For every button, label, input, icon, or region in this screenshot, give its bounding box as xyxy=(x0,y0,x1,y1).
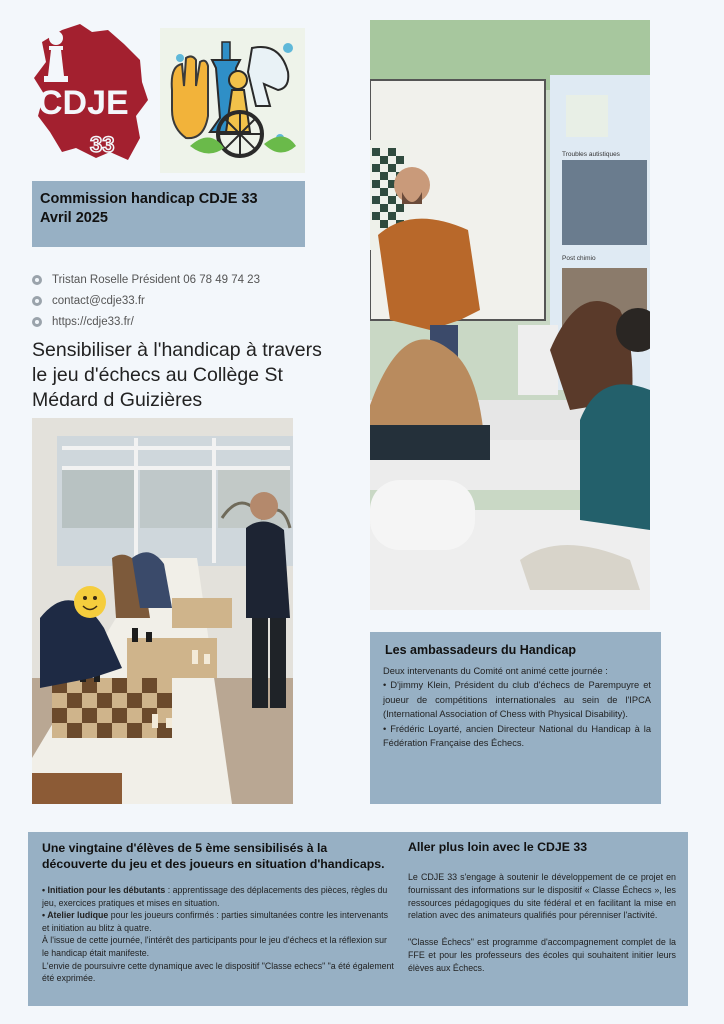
beginners-text: : apprentissage des déplacements des pièces, règles du jeu, exercices pratiques et mises en situation. xyxy=(42,885,388,908)
banner-label-chemo: Post chimio xyxy=(562,255,596,262)
handicap-chess-logo xyxy=(160,28,305,173)
commission-title: Commission handicap CDJE 33 xyxy=(40,191,258,207)
bottom-band xyxy=(28,832,688,1006)
cdje-logo-text: CDJE xyxy=(38,84,129,122)
students-section xyxy=(42,840,394,985)
classroom-photo xyxy=(370,20,650,610)
contact-website[interactable] xyxy=(32,316,134,328)
banner-label-autism: Troubles autistiques xyxy=(562,151,620,158)
ambassadors-box xyxy=(370,632,661,804)
contact-phone-text: Tristan Roselle Président 06 78 49 74 23 xyxy=(52,274,260,286)
ambassador-item-loyarte: • Frédéric Loyarté, ancien Directeur National du Handicap à la Fédération Française des Échecs. xyxy=(383,723,651,749)
beginners-label: • Initiation pour les débutants xyxy=(42,885,166,895)
outcome-paragraph: À l'issue de cette journée, l'intérêt des participants pour le jeu d'échecs et la réflexion sur le handicap était manifeste. xyxy=(42,935,387,958)
further-paragraph-1: Le CDJE 33 s'engage à soutenir le développement de ce projet en fournissant des informations sur le dispositif « Classe Échecs », les ressources pédagogiques du site fédéral et en facilitant la mise en relation avec des animateurs qualifiés pour pérenniser l'activité. xyxy=(408,872,676,921)
contact-email-text[interactable]: contact@cdje33.fr xyxy=(52,295,145,307)
cdje-logo xyxy=(32,20,150,162)
contact-phone xyxy=(32,274,260,286)
ambassadors-intro: Deux intervenants du Comité ont animé cette journée : xyxy=(383,666,608,676)
further-title: Aller plus loin avec le CDJE 33 xyxy=(408,840,588,854)
further-section xyxy=(408,840,676,989)
smiley-face-icon xyxy=(74,586,106,618)
further-paragraph-2: "Classe Échecs" est programme d'accompagnement complet de la FFE et pour les professeurs des écoles qui souhaitent initier leurs élèves aux Échecs. xyxy=(408,937,676,973)
ambassadors-title: Les ambassadeurs du Handicap xyxy=(385,643,577,657)
students-title: Une vingtaine d'élèves de 5 ème sensibilisés à la découverte du jeu et des joueurs en situation d'handicaps. xyxy=(42,841,385,871)
mail-icon xyxy=(32,296,42,306)
phone-icon xyxy=(32,275,42,285)
globe-icon xyxy=(32,317,42,327)
cdje-logo-number: 33 xyxy=(90,132,115,157)
workshop-text: pour les joueurs confirmés : parties simultanées contre les intervenants et initiation au blitz à quatre. xyxy=(42,910,388,933)
title-band xyxy=(32,181,305,247)
simultaneous-game-photo xyxy=(32,418,293,804)
contact-website-text[interactable]: https://cdje33.fr/ xyxy=(52,316,134,328)
main-heading: Sensibiliser à l'handicap à travers le jeu d'échecs au Collège St Médard d Guizières xyxy=(32,339,322,411)
continuation-paragraph: L'envie de poursuivre cette dynamique avec le dispositif "Classe echecs" "a été également été exprimée. xyxy=(42,960,394,984)
contact-email[interactable] xyxy=(32,295,145,307)
ambassador-item-klein: • D'jimmy Klein, Président du club d'échecs de Parempuyre et joueur de compétitions internationales au sein de l'IPCA (International Association of Chess with Physical Disability). xyxy=(383,680,651,720)
workshop-label: • Atelier ludique xyxy=(42,910,109,921)
date-label: Avril 2025 xyxy=(40,210,108,226)
